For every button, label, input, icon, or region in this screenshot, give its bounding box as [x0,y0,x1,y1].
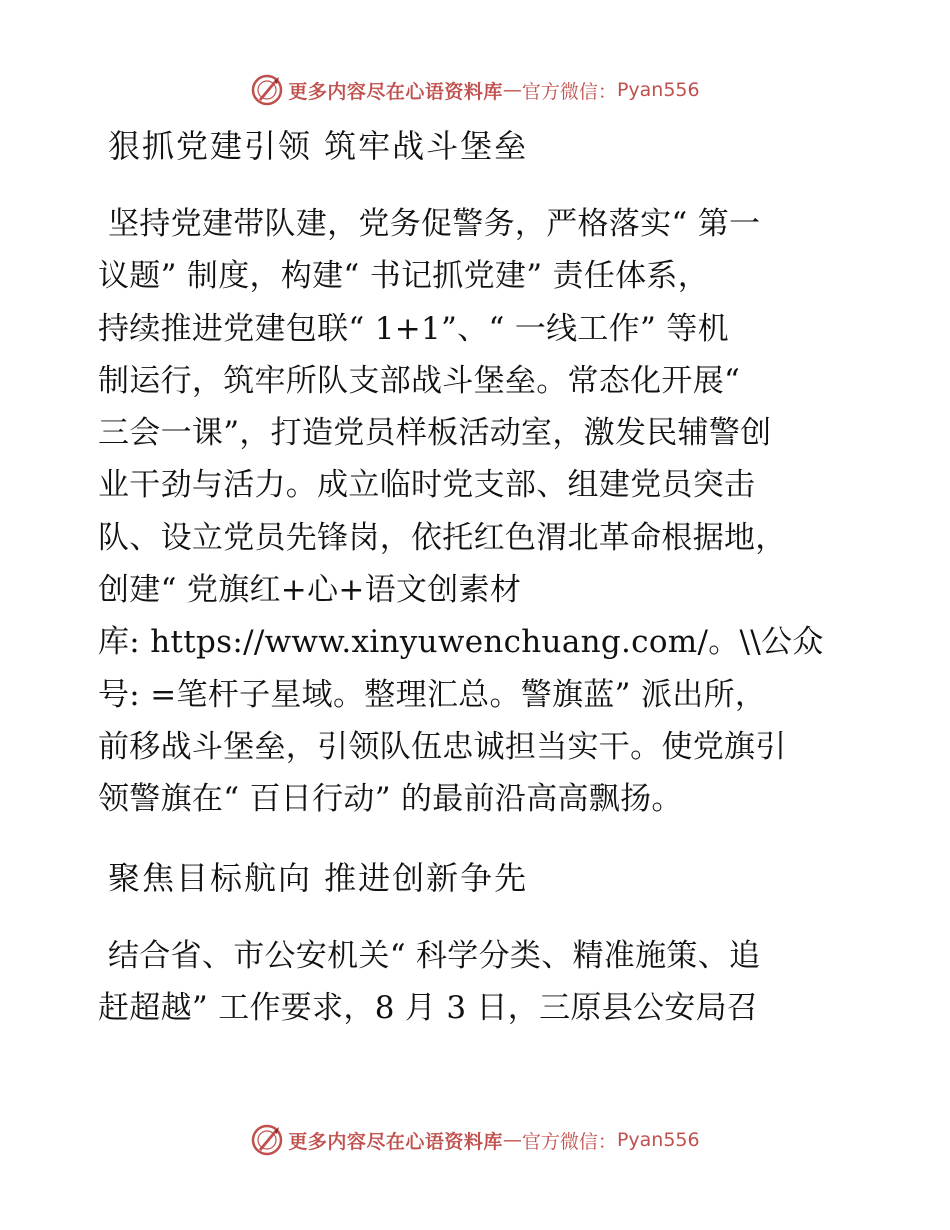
section-paragraph [98,198,853,826]
paragraph-line: 赶超越” 工作要求，8 月 3 日，三原县公安局召 [98,989,759,1026]
header-banner [0,70,950,110]
paragraph-line: 业干劲与活力。成立临时党支部、组建党员突击 [98,467,756,504]
section-paragraph [98,930,853,1035]
quill-pen-seal-icon [250,73,284,107]
banner-contact-id: Pyan556 [616,79,700,101]
document-body [98,120,853,1060]
paragraph-line: 结合省、市公安机关“ 科学分类、精准施策、追 [108,937,761,974]
footer-banner [0,1120,950,1160]
quill-pen-seal-icon [250,1123,284,1157]
paragraph-line: 议题” 制度，构建“ 书记抓党建” 责任体系， [98,258,710,295]
banner-contact-label: 官方微信： [521,1130,617,1153]
section-heading: 聚焦目标航向 推进创新争先 [108,858,529,897]
banner-separator: — [502,1129,522,1151]
paragraph-line: 持续推进党建包联“ 1+1”、“ 一线工作” 等机 [98,310,729,347]
banner-contact-id: Pyan556 [616,1129,700,1151]
paragraph-line: 队、设立党员先锋岗，依托红色渭北革命根据地， [98,519,787,556]
banner-separator: — [502,79,522,101]
banner-title: 更多内容尽在心语资料库 [288,80,503,103]
banner-contact-label: 官方微信： [521,80,617,103]
banner-title: 更多内容尽在心语资料库 [288,1130,503,1153]
paragraph-line: 前移战斗堡垒，引领队伍忠诚担当实干。使党旗引 [98,728,787,765]
paragraph-line: 制运行，筑牢所队支部战斗堡垒。常态化开展“ [98,362,741,399]
paragraph-line: 号: =笔杆子星域。整理汇总。警旗蓝” 派出所， [98,676,767,713]
paragraph-line: 坚持党建带队建，党务促警务，严格落实“ 第一 [108,206,761,242]
paragraph-line: 库: https://www.xinyuwenchuang.com/。\\公众 [98,624,824,661]
paragraph-line: 三会一课”，打造党员样板活动室，激发民辅警创 [98,415,772,452]
paragraph-line: 领警旗在“ 百日行动” 的最前沿高高飘扬。 [98,781,683,818]
section-heading: 狠抓党建引领 筑牢战斗堡垒 [108,127,529,165]
paragraph-line: 创建“ 党旗红+心+语文创素材 [98,572,522,609]
